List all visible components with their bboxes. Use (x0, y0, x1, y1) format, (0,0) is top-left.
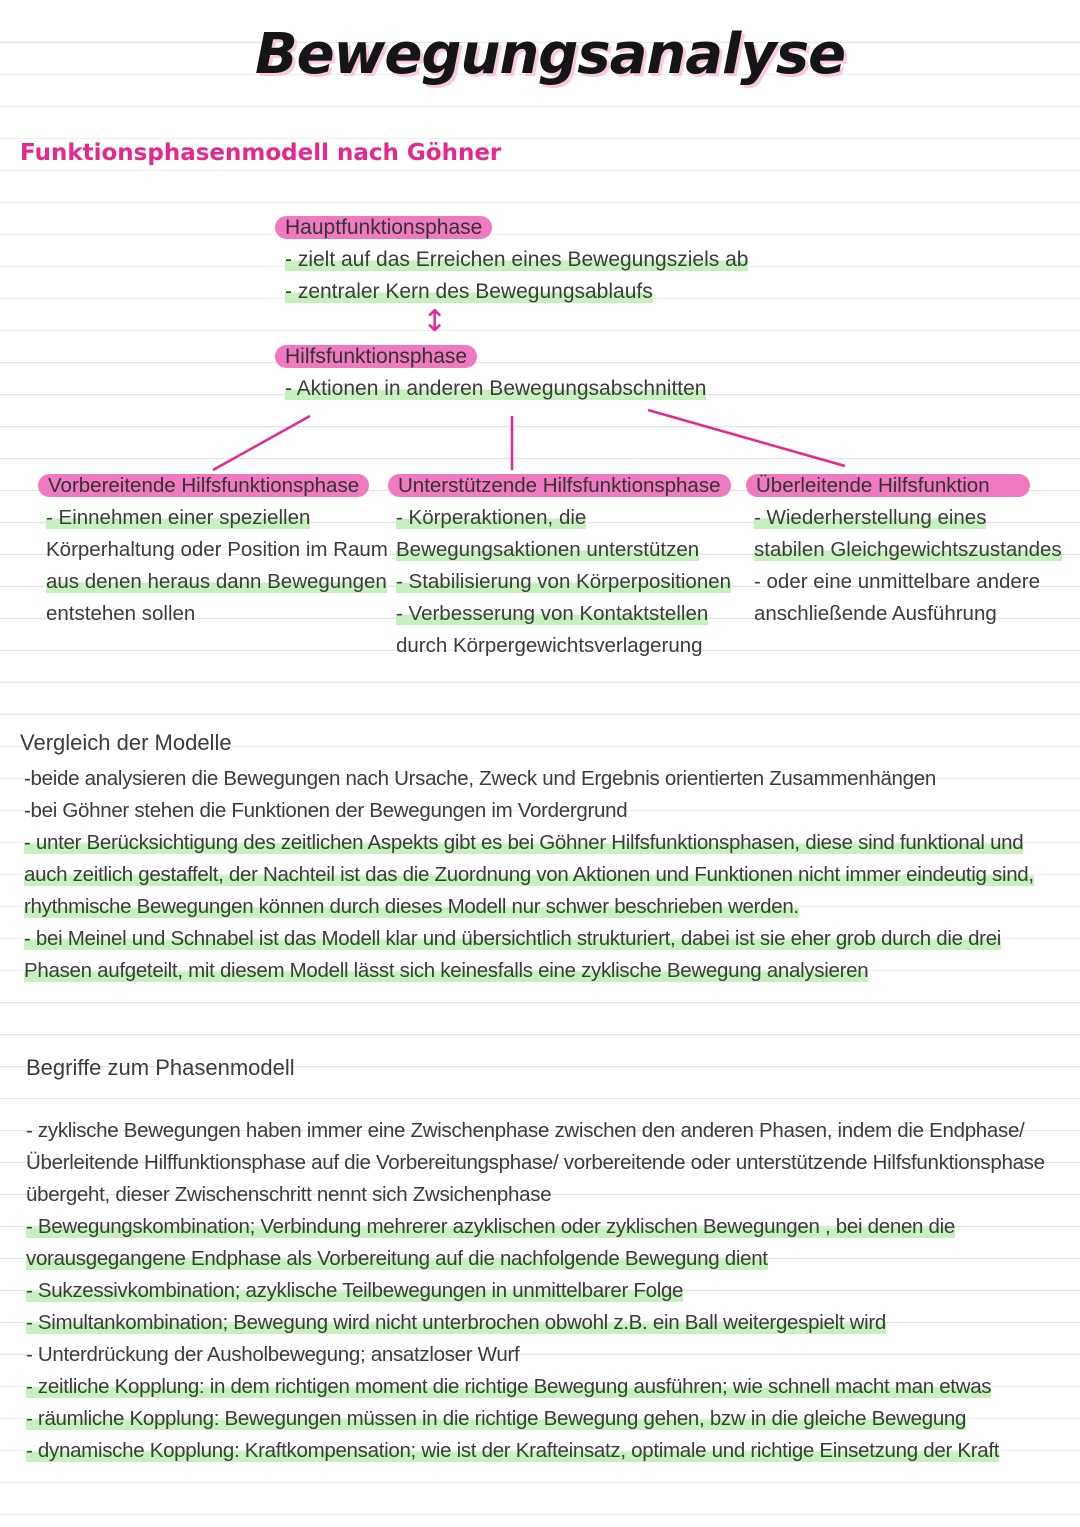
terms-line: - Simultankombination; Bewegung wird nicht unterbrochen obwohl z.B. ein Ball weitergespielt wird (26, 1311, 886, 1334)
branch-line: stabilen Gleichgewichtszustandes (754, 538, 1062, 561)
terms-line: - Unterdrückung der Ausholbewegung; ansatzloser Wurf (26, 1343, 520, 1366)
terms-line: - zyklische Bewegungen haben immer eine Zwischenphase zwischen den anderen Phasen, indem die Endphase/ (26, 1119, 1025, 1142)
branch-label: Vorbereitende Hilfsfunktionsphase (38, 474, 369, 497)
branch-line: - Stabilisierung von Körperpositionen (396, 570, 732, 593)
comparison-line: - bei Meinel und Schnabel ist das Modell klar und übersichtlich strukturiert, dabei ist sie eher grob durch die drei (24, 927, 1002, 950)
branch-line: - Verbesserung von Kontaktstellen (396, 602, 709, 625)
branch-line: - Wiederherstellung eines (754, 506, 987, 529)
branch-label: Unterstützende Hilfsfunktionsphase (388, 474, 731, 497)
comparison-line: rhythmische Bewegungen können durch dieses Modell nur schwer beschrieben werden. (24, 895, 799, 918)
comparison-line: -beide analysieren die Bewegungen nach Ursache, Zweck und Ergebnis orientierten Zusammenhängen (24, 767, 936, 790)
branch-line: - Körperaktionen, die (396, 506, 587, 529)
terms-line: - zeitliche Kopplung: in dem richtigen moment die richtige Bewegung ausführen; wie schnell macht man etwas (26, 1375, 992, 1398)
comparison-line: -bei Göhner stehen die Funktionen der Bewegungen im Vordergrund (24, 799, 628, 822)
terms-line: Überleitende Hilffunktionsphase auf die Vorbereitungsphase/ vorbereitende oder unterstützende Hilfsfunktionsphase (26, 1151, 1045, 1174)
connector-left (213, 416, 310, 470)
branch-line: entstehen sollen (46, 602, 196, 625)
branch-transitional (746, 470, 1062, 630)
branch-line: anschließende Ausführung (754, 602, 997, 625)
branch-label: Überleitende Hilfsfunktion (746, 474, 1030, 497)
branch-line: Bewegungsaktionen unterstützen (396, 538, 700, 561)
terms-line: - dynamische Kopplung: Kraftkompensation; wie ist der Krafteinsatz, optimale und richtige Einsetzung der Kraft (26, 1439, 1000, 1462)
connector-right (648, 410, 845, 466)
branch-supporting (388, 470, 731, 662)
terms-line: - Bewegungskombination; Verbindung mehrerer azyklischen oder zyklischen Bewegungen , bei denen die (26, 1215, 955, 1238)
page-title: Bewegungsanalyse (255, 22, 846, 87)
double-arrow-icon: ↕ (422, 304, 448, 339)
aux-phase-label: Hilfsfunktionsphase (275, 345, 477, 368)
main-phase-label: Hauptfunktionsphase (275, 216, 492, 239)
section-subtitle: Funktionsphasenmodell nach Göhner (20, 140, 502, 166)
comparison-heading: Vergleich der Modelle (20, 730, 232, 755)
comparison-line: Phasen aufgeteilt, mit diesem Modell lässt sich keinesfalls eine zyklische Bewegung analysieren (24, 959, 869, 982)
comparison-text (24, 763, 1034, 987)
comparison-line: auch zeitlich gestaffelt, der Nachteil ist das die Zuordnung von Aktionen und Funktionen nicht immer eindeutig sind, (24, 863, 1034, 886)
terms-heading: Begriffe zum Phasenmodell (26, 1055, 295, 1080)
terms-text (26, 1115, 1045, 1467)
terms-line: - räumliche Kopplung: Bewegungen müssen in die richtige Bewegung gehen, bzw in die gleiche Bewegung (26, 1407, 967, 1430)
branch-line: aus denen heraus dann Bewegungen (46, 570, 387, 593)
branch-line: Körperhaltung oder Position im Raum (46, 538, 388, 561)
main-phase-line: - zentraler Kern des Bewegungsablaufs (285, 280, 653, 303)
terms-line: - Sukzessivkombination; azyklische Teilbewegungen in unmittelbarer Folge (26, 1279, 684, 1302)
main-phase-line: - zielt auf das Erreichen eines Bewegungsziels ab (285, 248, 749, 271)
aux-phase-line: - Aktionen in anderen Bewegungsabschnitten (285, 377, 707, 400)
branch-preparatory (38, 470, 388, 630)
terms-line: vorausgegangene Endphase als Vorbereitung auf die nachfolgende Bewegung dient (26, 1247, 768, 1270)
comparison-line: - unter Berücksichtigung des zeitlichen Aspekts gibt es bei Göhner Hilfsfunktionsphasen, diese sind funktional und (24, 831, 1024, 854)
branch-line: - Einnehmen einer speziellen (46, 506, 311, 529)
terms-line: übergeht, dieser Zwischenschritt nennt sich Zwsichenphase (26, 1183, 552, 1206)
branch-line: durch Körpergewichtsverlagerung (396, 634, 703, 657)
branch-line: - oder eine unmittelbare andere (754, 570, 1041, 593)
